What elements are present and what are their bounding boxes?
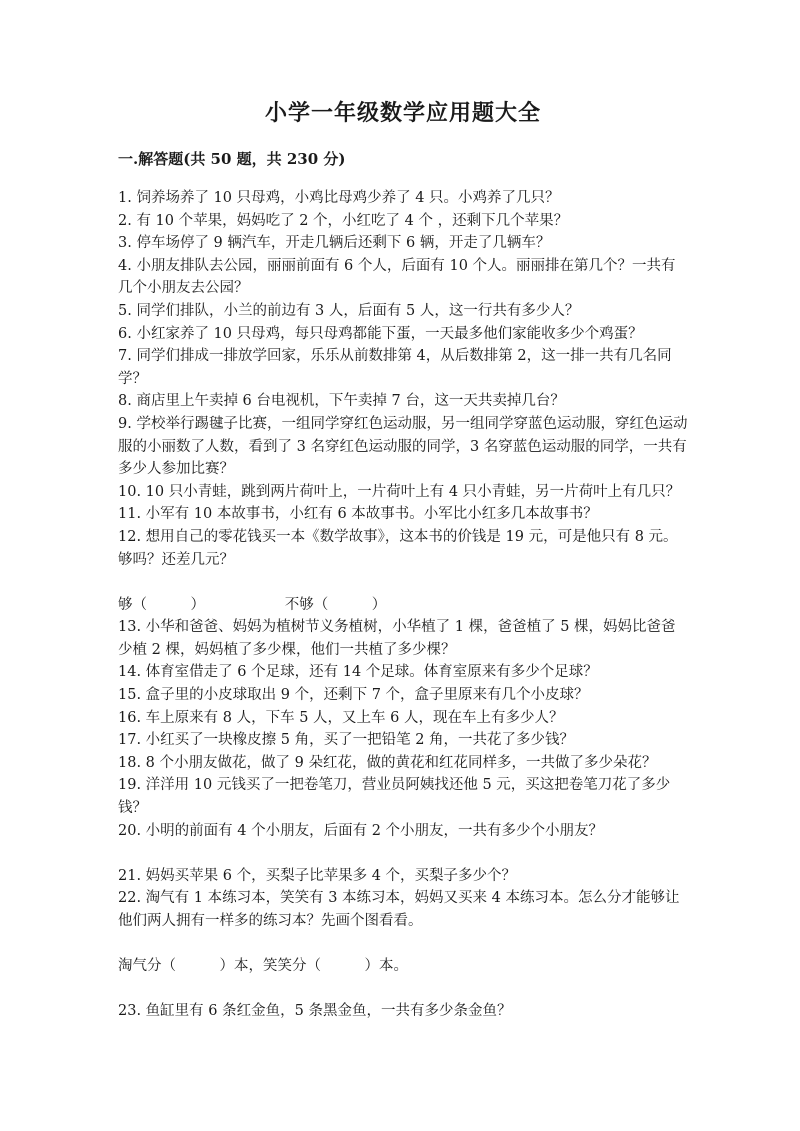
question-item: 7. 同学们排成一排放学回家，乐乐从前数排第 4，从后数排第 2，这一排一共有几名同学？: [118, 348, 672, 387]
question-item: 11. 小军有 10 本故事书，小红有 6 本故事书。小军比小红多几本故事书？: [118, 506, 598, 523]
question-item: 10. 10 只小青蛙，跳到两片荷叶上，一片荷叶上有 4 只小青蛙，另一片荷叶上有几只？: [118, 483, 681, 500]
question-item: 17. 小红买了一块橡皮擦 5 角，买了一把铅笔 2 角，一共花了多少钱？: [118, 732, 575, 749]
question-item: 12. 想用自己的零花钱买一本《数学故事》，这本书的价钱是 19 元，可是他只有 8 元。够吗？还差几元？: [118, 528, 678, 568]
question-item: 9. 学校举行踢毽子比赛，一组同学穿红色运动服，另一组同学穿蓝色运动服，穿红色运动服的小丽数了人数，看到了 3 名穿红色运动服的同学，3 名穿蓝色运动服的同学，一共有多少人参加比赛？: [118, 415, 688, 478]
spacer: [118, 571, 690, 594]
question-item: 4. 小朋友排队去公园，丽丽前面有 6 个人，后面有 10 个人。丽丽排在第几个？一共有几个小朋友去公园？: [118, 257, 676, 297]
question-item: 6. 小红家养了 10 只母鸡，每只母鸡都能下蛋，一天最多他们家能收多少个鸡蛋？: [118, 325, 643, 342]
question-item: 22. 淘气有 1 本练习本，笑笑有 3 本练习本，妈妈又买来 4 本练习本。怎么分才能够让他们两人拥有一样多的练习本？先画个图看看。: [118, 890, 680, 929]
question-item: 13. 小华和爸爸、妈妈为植树节义务植树，小华植了 1 棵，爸爸植了 5 棵，妈妈比爸爸少植 2 棵，妈妈植了多少棵，他们一共植了多少棵？: [118, 619, 676, 658]
spacer: [118, 933, 690, 956]
page-title: 小学一年级数学应用题大全: [264, 100, 541, 126]
section-heading: 一.解答题(共 50 题，共 230 分): [118, 150, 346, 168]
question-item: 2. 有 10 个苹果，妈妈吃了 2 个，小红吃了 4 个 ，还剩下几个苹果？: [118, 212, 569, 229]
question-item: 19. 洋洋用 10 元钱买了一把卷笔刀，营业员阿姨找还他 5 元，买这把卷笔刀花了多少钱？: [118, 777, 671, 817]
question-item: 23. 鱼缸里有 6 条红金鱼，5 条黑金鱼，一共有多少条金鱼？: [118, 1003, 512, 1020]
question-item: 1. 饲养场养了 10 只母鸡，小鸡比母鸡少养了 4 只。小鸡养了几只？: [118, 190, 560, 206]
question-item: 16. 车上原来有 8 人，下车 5 人，又上车 6 人，现在车上有多少人？: [118, 709, 564, 726]
question-item: 8. 商店里上午卖掉 6 台电视机，下午卖掉 7 台，这一天共卖掉几台？: [118, 393, 565, 410]
question-item: 18. 8 个小朋友做花，做了 9 朵红花，做的黄花和红花同样多，一共做了多少朵花？: [118, 754, 657, 771]
answer-blank-line: 够（ ） 不够（ ）: [118, 596, 387, 613]
question-item: 21. 妈妈买苹果 6 个，买梨子比苹果多 4 个，买梨子多少个？: [118, 867, 517, 884]
question-item: 3. 停车场停了 9 辆汽车，开走几辆后还剩下 6 辆，开走了几辆车？: [118, 235, 551, 252]
question-item: 14. 体育室借走了 6 个足球，还有 14 个足球。体育室原来有多少个足球？: [118, 664, 598, 681]
question-item: 20. 小明的前面有 4 个小朋友，后面有 2 个小朋友，一共有多少个小朋友？: [118, 822, 604, 839]
question-item: 15. 盒子里的小皮球取出 9 个，还剩下 7 个，盒子里原来有几个小皮球？: [118, 687, 589, 704]
spacer: [118, 978, 690, 1001]
answer-blank-line: 淘气分（ ）本，笑笑分（ ）本。: [118, 958, 408, 975]
question-list: [118, 187, 690, 1023]
spacer: [118, 842, 690, 865]
question-item: 5. 同学们排队，小兰的前边有 3 人，后面有 5 人，这一行共有多少人？: [118, 302, 580, 319]
